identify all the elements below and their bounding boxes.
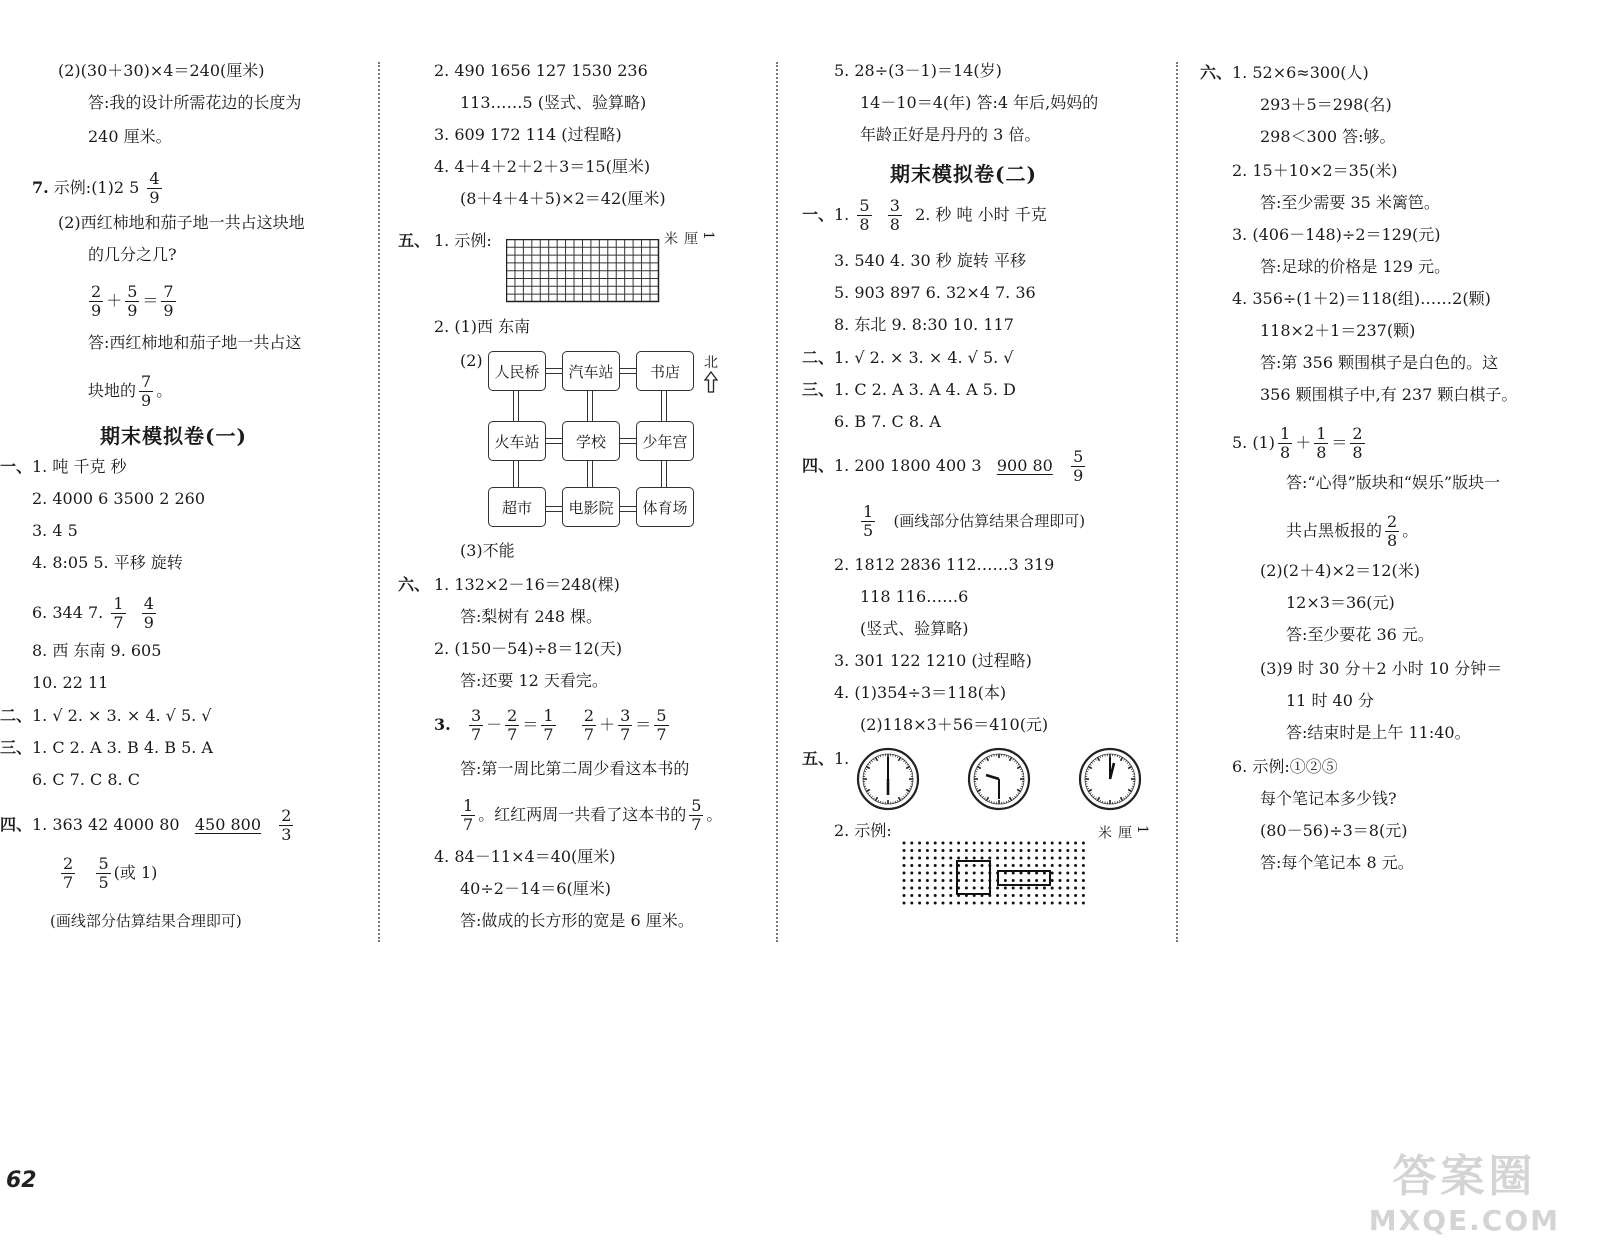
map-connector: [513, 389, 519, 421]
map-place-dianyingyuan: 电影院: [562, 487, 620, 527]
watermark-logo: 答案圈 MXQE.COM: [1368, 1151, 1560, 1237]
clock-icon: [969, 749, 1029, 809]
text-line: 1. $\frac{5}{8}$ $\frac{3}{8}$ 2. 秒 吨 小时 千克: [834, 196, 1047, 234]
text-line: 4. 8:05 5. 平移 旋转: [32, 553, 183, 572]
column-divider: [378, 62, 380, 942]
section-label: 四、: [802, 456, 835, 475]
text-line: 1. 200 1800 400 3 900 80 $\frac{5}{9}$: [834, 447, 1084, 485]
section-label: 二、: [0, 706, 33, 725]
text-line: 答:西红柿地和茄子地一共占这: [88, 333, 302, 352]
map-connector: [587, 389, 593, 421]
fraction: $\frac{4}{9}$: [149, 169, 160, 207]
note-line: (画线部分估算结果合理即可): [50, 912, 242, 930]
section-label: 一、: [0, 457, 33, 476]
text-line: 1. 363 42 4000 80 450 800 $\frac{2}{3}$: [32, 806, 292, 844]
map-connector: [513, 459, 519, 487]
text-line: 答:我的设计所需花边的长度为: [88, 93, 302, 112]
text-line: 共占黑板报的 $\frac{2}{8}$ 。: [1286, 512, 1419, 550]
text-line: (3)不能: [460, 541, 515, 560]
text-line: 2. 15＋10×2＝35(米): [1232, 161, 1398, 180]
text-line: 答:第 356 颗围棋子是白色的。这: [1260, 353, 1499, 372]
text-line: 3. 609 172 114 (过程略): [434, 125, 622, 144]
unit-label: 1厘米: [1096, 825, 1150, 840]
map-connector: [587, 459, 593, 487]
text-line: 答:第一周比第二周少看这本书的: [460, 759, 690, 778]
text-line: 12×3＝36(元): [1286, 593, 1395, 612]
text-line: 答:结束时是上午 11:40。: [1286, 723, 1471, 742]
text-line: (2)(30＋30)×4＝240(厘米): [58, 61, 265, 80]
text-span: 示例:(1)2 5: [53, 178, 140, 197]
map-place-huochezhan: 火车站: [488, 421, 546, 461]
text-line: (2)(2＋4)×2＝12(米): [1260, 561, 1420, 580]
text-line: 4. (1)354÷3＝118(本): [834, 683, 1007, 702]
map-place-renminqiao: 人民桥: [488, 351, 546, 391]
map-connector: [544, 368, 562, 374]
text-line: 2. 示例:: [834, 821, 892, 840]
text-line: 1. C 2. A 3. A 4. A 5. D: [834, 380, 1016, 399]
north-arrow-icon: [704, 371, 718, 393]
map-place-chaoshi: 超市: [488, 487, 546, 527]
column-divider: [776, 62, 778, 942]
text-line: 118 116……6: [860, 587, 969, 606]
text-line: 6. C 7. C 8. C: [32, 770, 140, 789]
text-line: 240 厘米。: [88, 127, 172, 146]
section-label: 一、: [802, 205, 835, 224]
clock-icon: [1080, 749, 1140, 809]
text-line: 2. 490 1656 127 1530 236: [434, 61, 648, 80]
text-line: 块地的 $\frac{7}{9}$ 。: [88, 372, 173, 410]
map-connector: [661, 459, 667, 487]
section-label: 六、: [1200, 63, 1233, 82]
text-line: 356 颗围棋子中,有 237 颗白棋子。: [1260, 385, 1518, 404]
text-line: 1. 132×2－16＝248(棵): [434, 575, 620, 594]
equation: 5. (1) $\frac{1}{8}$ ＋ $\frac{1}{8}$ ＝ $\frac{2}{8}$: [1232, 424, 1363, 462]
text-line: 2. (150－54)÷8＝12(天): [434, 639, 623, 658]
text-line: 6. 示例:①②⑤: [1232, 757, 1338, 776]
text-line: 14－10＝4(年) 答:4 年后,妈妈的: [860, 93, 1099, 112]
text-line: 答:至少需要 35 米篱笆。: [1260, 193, 1440, 212]
text-line: 11 时 40 分: [1286, 691, 1374, 710]
text-line: 答:梨树有 248 棵。: [460, 607, 603, 626]
equation: 3. $\frac{3}{7}$ － $\frac{2}{7}$ ＝ $\frac{1}{7}$ $\frac{2}{7}$ ＋ $\frac{3}{7}$ ＝ $\frac{5}{7}$: [434, 706, 667, 744]
text-line: 3. 4 5: [32, 521, 78, 540]
text-line: (8＋4＋4＋5)×2＝42(厘米): [460, 189, 666, 208]
text-line: (2)西红柿地和茄子地一共占这块地: [58, 213, 305, 232]
section-label: 六、: [398, 575, 431, 594]
question-number: 7.: [32, 178, 49, 197]
text-line: 8. 东北 9. 8:30 10. 117: [834, 315, 1014, 334]
dot-grid-drawing: [900, 839, 1090, 907]
column-divider: [1176, 62, 1178, 942]
text-line: 1. C 2. A 3. B 4. B 5. A: [32, 738, 213, 757]
text-line: 1. 示例:: [434, 231, 492, 250]
map-connector: [544, 438, 562, 444]
text-line: 298＜300 答:够。: [1260, 127, 1396, 146]
section-label: 二、: [802, 348, 835, 367]
text-line: 293＋5＝298(名): [1260, 95, 1392, 114]
north-label: 北: [704, 355, 718, 371]
map-connector: [618, 438, 636, 444]
text-line: 3. 540 4. 30 秒 旋转 平移: [834, 251, 1026, 270]
text-line: 3. (406－148)÷2＝129(元): [1232, 225, 1441, 244]
text-line: 1. 52×6≈300(人): [1232, 63, 1369, 82]
text-line: 6. B 7. C 8. A: [834, 412, 941, 431]
text-line: 1.: [834, 749, 850, 768]
text-line: 每个笔记本多少钱?: [1260, 789, 1397, 808]
map-connector: [544, 506, 562, 512]
text-line: 答:足球的价格是 129 元。: [1260, 257, 1451, 276]
text-line: 1. √ 2. × 3. × 4. √ 5. √: [32, 706, 212, 725]
text-line: 答:“心得”版块和“娱乐”版块一: [1286, 473, 1501, 492]
text-line: 4. 84－11×4＝40(厘米): [434, 847, 616, 866]
text-line: 1. √ 2. × 3. × 4. √ 5. √: [834, 348, 1014, 367]
text-line: 118×2＋1＝237(颗): [1260, 321, 1416, 340]
section-label: 五、: [398, 231, 431, 250]
section-label: 三、: [0, 738, 33, 757]
equation: $\frac{2}{9}$ ＋ $\frac{5}{9}$ ＝ $\frac{7}{9}$: [91, 282, 174, 320]
text-line: 答:还要 12 天看完。: [460, 671, 608, 690]
text-line: 4. 356÷(1＋2)＝118(组)……2(颗): [1232, 289, 1491, 308]
unit-label: 1厘米: [662, 231, 716, 246]
text-line: 的几分之几?: [88, 245, 177, 264]
clock-icon: [858, 749, 918, 809]
map-place-shaoniangong: 少年宫: [636, 421, 694, 461]
text-line: 4. 4＋4＋2＋2＋3＝15(厘米): [434, 157, 651, 176]
section-label: 五、: [802, 749, 835, 768]
text-line: 113……5 (竖式、验算略): [460, 93, 647, 112]
text-line: 5. 903 897 6. 32×4 7. 36: [834, 283, 1036, 302]
section-label: 三、: [802, 380, 835, 399]
text-line: 2. 4000 6 3500 2 260: [32, 489, 206, 508]
text-line: $\frac{2}{7}$ $\frac{5}{5}$ (或 1): [63, 854, 158, 892]
underlined-estimate: 900 80: [996, 456, 1053, 475]
underlined-estimate: 450 800: [194, 815, 262, 834]
text-line: 6. 344 7. $\frac{1}{7}$ $\frac{4}{9}$: [32, 594, 154, 632]
text-line: 3. 301 122 1210 (过程略): [834, 651, 1032, 670]
text-line: (2)118×3＋56＝410(元): [860, 715, 1049, 734]
map-place-shudian: 书店: [636, 351, 694, 391]
question-line: [32, 170, 165, 207]
text-line: $\frac{1}{7}$ 。红红两周一共看了这本书的 $\frac{5}{7}$ 。: [463, 796, 723, 834]
clock-faces: [856, 745, 1146, 815]
map-place-xuexiao: 学校: [562, 421, 620, 461]
text-line: (3)9 时 30 分＋2 小时 10 分钟＝: [1260, 659, 1503, 678]
text-line: 5. 28÷(3－1)＝14(岁): [834, 61, 1002, 80]
text-line: 2. 1812 2836 112……3 319: [834, 555, 1055, 574]
text-line: 40÷2－14＝6(厘米): [460, 879, 611, 898]
map-connector: [661, 389, 667, 421]
map-connector: [618, 506, 636, 512]
text-line: $\frac{1}{5}$ (画线部分估算结果合理即可): [863, 502, 1086, 540]
section-label: 四、: [0, 815, 33, 834]
text-line: 2. (1)西 东南: [434, 317, 531, 336]
grid-drawing: [506, 239, 666, 303]
map-connector: [618, 368, 636, 374]
map-place-tiyuchang: 体育场: [636, 487, 694, 527]
text-line: (80－56)÷3＝8(元): [1260, 821, 1408, 840]
map-place-qichezhan: 汽车站: [562, 351, 620, 391]
text-line: (2): [460, 351, 483, 370]
page-number: 62: [6, 1168, 37, 1193]
text-line: (竖式、验算略): [860, 619, 969, 638]
text-line: 8. 西 东南 9. 605: [32, 641, 162, 660]
exam-title: 期末模拟卷(二): [890, 162, 1037, 186]
text-line: 答:至少要花 36 元。: [1286, 625, 1434, 644]
text-line: 10. 22 11: [32, 673, 109, 692]
exam-title: 期末模拟卷(一): [100, 424, 247, 448]
text-line: 年龄正好是丹丹的 3 倍。: [860, 125, 1041, 144]
text-line: 答:每个笔记本 8 元。: [1260, 853, 1414, 872]
text-line: 1. 吨 千克 秒: [32, 457, 127, 476]
text-line: 答:做成的长方形的宽是 6 厘米。: [460, 911, 694, 930]
